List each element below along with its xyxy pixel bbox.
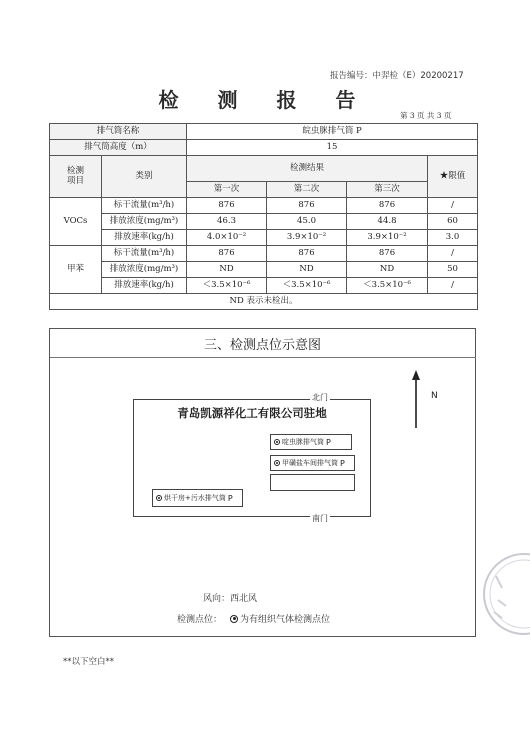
table-row [50,214,478,230]
value-cell: 876 [347,198,428,214]
limit-cell: / [428,198,478,214]
seal-stamp-icon [478,548,530,640]
limit-cell: 3.0 [428,230,478,246]
value-cell: 876 [187,198,267,214]
page-title: 检 测 报 告 [158,88,372,112]
table-row [50,246,478,262]
table-note: ND 表示未检出。 [50,294,478,310]
point-box [270,434,352,450]
stack-height-row [50,140,478,156]
stack-height-label: 排气筒高度（m） [50,140,187,156]
point-p-label: P [340,458,345,468]
point-p-label: P [326,437,331,447]
monitor-point-icon [274,460,280,466]
value-cell: ＜3.5×10⁻⁶ [267,278,347,294]
run-header: 第三次 [347,182,428,198]
stack-name-row [50,124,478,140]
limit-cell: / [428,278,478,294]
item-cell: 甲苯 [50,246,102,294]
wind-direction: 风向：西北风 [203,594,258,604]
table-row [50,278,478,294]
col-item-header: 检测 项目 [50,156,102,198]
col-type-header: 类别 [102,156,187,198]
value-cell: 876 [347,246,428,262]
point-p-label: P [227,493,233,503]
monitor-legend [177,612,330,625]
value-cell: 46.3 [187,214,267,230]
company-name: 青岛凯源祥化工有限公司驻地 [177,406,327,420]
item-cell: VOCs [50,198,102,246]
limit-cell: 60 [428,214,478,230]
south-gate-label: 南门 [312,514,328,523]
stack-name-value: 皖虫脒排气筒 P [187,124,478,140]
north-letter: N [431,391,438,401]
monitor-legend-label: 检测点位： [177,615,223,625]
value-cell: 45.0 [267,214,347,230]
page-info: 第 3 页 共 3 页 [400,111,452,120]
type-cell: 标干流量(m³/h) [102,198,187,214]
value-cell: 4.0×10⁻² [187,230,267,246]
results-table [49,123,478,310]
value-cell: 876 [267,246,347,262]
monitor-legend-desc: 为有组织气体检测点位 [240,615,331,625]
table-row [50,198,478,214]
value-cell: ＜3.5×10⁻⁶ [187,278,267,294]
type-cell: 排放浓度(mg/m³) [102,214,187,230]
value-cell: ND [347,262,428,278]
type-cell: 标干流量(m³/h) [102,246,187,262]
value-cell: ＜3.5×10⁻⁶ [347,278,428,294]
value-cell: 3.9×10⁻² [347,230,428,246]
stack-name-label: 排气筒名称 [50,124,187,140]
blank-note: **以下空白** [63,657,115,667]
limit-cell: 50 [428,262,478,278]
section-divider [50,357,476,358]
stack-height-value: 15 [187,140,478,156]
monitor-point-icon [274,439,280,445]
section-title: 三、检测点位示意图 [203,338,321,353]
type-cell: 排放速率(kg/h) [102,230,187,246]
col-limit-header: ★限值 [428,156,478,198]
point-box [270,455,355,471]
value-cell: ND [267,262,347,278]
point-label: 烘干房+污水排气筒 [164,494,226,502]
value-cell: 876 [267,198,347,214]
monitor-point-icon [156,495,162,501]
value-cell: 876 [187,246,267,262]
run-header: 第二次 [267,182,347,198]
north-arrow-icon [406,370,426,430]
report-number: 报告编号：中羿检（E）20200217 [330,71,464,81]
note-row [50,294,478,310]
value-cell: 3.9×10⁻² [267,230,347,246]
limit-cell: / [428,246,478,262]
type-cell: 排放浓度(mg/m³) [102,262,187,278]
run-header: 第一次 [187,182,267,198]
north-gate-label: 北门 [312,393,328,402]
value-cell: ND [187,262,267,278]
point-box [152,489,243,507]
empty-box [270,474,355,491]
type-cell: 排放速率(kg/h) [102,278,187,294]
value-cell: 44.8 [347,214,428,230]
header-row [50,156,478,182]
point-label: 甲磺盐车间排气筒 [282,459,338,467]
monitor-point-icon [230,615,238,623]
point-label: 啶虫脒排气筒 [282,438,324,446]
table-row [50,262,478,278]
col-result-header: 检测结果 [187,156,428,182]
table-row [50,230,478,246]
